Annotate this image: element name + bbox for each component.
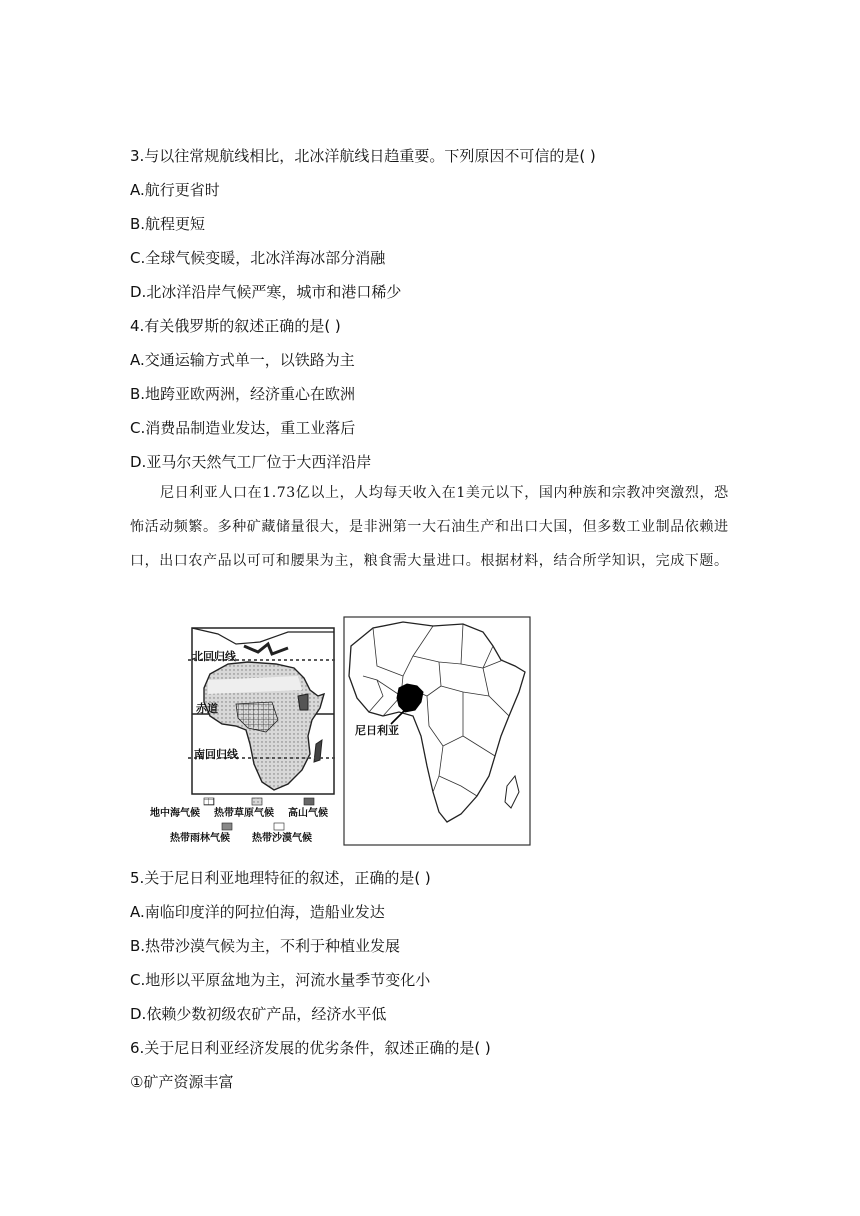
q3-option-b: B.航程更短 bbox=[130, 215, 206, 233]
q4-option-d: D.亚马尔天然气工厂位于大西洋沿岸 bbox=[130, 453, 372, 471]
legend-swatch-highland bbox=[304, 798, 314, 805]
tropic-cancer-label: 北回归线 bbox=[192, 650, 236, 663]
q3-option-d: D.北冰洋沿岸气候严寒，城市和港口稀少 bbox=[130, 283, 402, 301]
legend-swatch-savanna bbox=[252, 798, 262, 805]
q4-option-c: C.消费品制造业发达，重工业落后 bbox=[130, 419, 356, 437]
legend-desert: 热带沙漠气候 bbox=[252, 833, 312, 844]
legend-swatch-desert bbox=[274, 823, 284, 830]
q6-stem: 6.关于尼日利亚经济发展的优劣条件，叙述正确的是( ) bbox=[130, 1039, 491, 1057]
q3-option-a: A.航行更省时 bbox=[130, 181, 220, 199]
legend-highland: 高山气候 bbox=[288, 808, 328, 819]
q4-stem: 4.有关俄罗斯的叙述正确的是( ) bbox=[130, 317, 341, 335]
legend-savanna: 热带草原气候 bbox=[214, 808, 274, 819]
legend-swatch-rainforest bbox=[222, 823, 232, 830]
q5-option-d: D.依赖少数初级农矿产品，经济水平低 bbox=[130, 1005, 387, 1023]
nigeria-label: 尼日利亚 bbox=[355, 724, 399, 737]
africa-political-map bbox=[343, 616, 531, 846]
highland-zone bbox=[298, 694, 308, 710]
reading-passage: 尼日利亚人口在1.73亿以上，人均每天收入在1美元以下，国内种族和宗教冲突激烈，恐怖活动频繁。多种矿藏储量很大，是非洲第一大石油生产和出口大国，但多数工业制品依赖进口，出口农产品以可可和腰果为主，粮食需大量进口。根据材料，结合所学知识，完成下题。 bbox=[130, 485, 729, 569]
tropic-capricorn-label: 南回归线 bbox=[194, 748, 238, 761]
q4-option-a: A.交通运输方式单一，以铁路为主 bbox=[130, 351, 355, 369]
q5-option-a: A.南临印度洋的阿拉伯海，造船业发达 bbox=[130, 903, 385, 921]
q5-stem: 5.关于尼日利亚地理特征的叙述，正确的是( ) bbox=[130, 869, 431, 887]
q4-option-b: B.地跨亚欧两洲，经济重心在欧洲 bbox=[130, 385, 356, 403]
equator-label: 赤道 bbox=[196, 702, 218, 715]
q3-stem: 3.与以往常规航线相比，北冰洋航线日趋重要。下列原因不可信的是( ) bbox=[130, 147, 596, 165]
q5-option-c: C.地形以平原盆地为主，河流水量季节变化小 bbox=[130, 971, 431, 989]
legend-swatch-mediterranean bbox=[204, 798, 214, 805]
q6-option-1: ①矿产资源丰富 bbox=[130, 1073, 234, 1091]
africa-climate-map bbox=[148, 624, 340, 846]
q3-option-c: C.全球气候变暖，北冰洋海冰部分消融 bbox=[130, 249, 386, 267]
legend-rainforest: 热带雨林气候 bbox=[170, 833, 230, 844]
q5-option-b: B.热带沙漠气候为主，不利于种植业发展 bbox=[130, 937, 401, 955]
legend-mediterranean: 地中海气候 bbox=[150, 808, 200, 819]
